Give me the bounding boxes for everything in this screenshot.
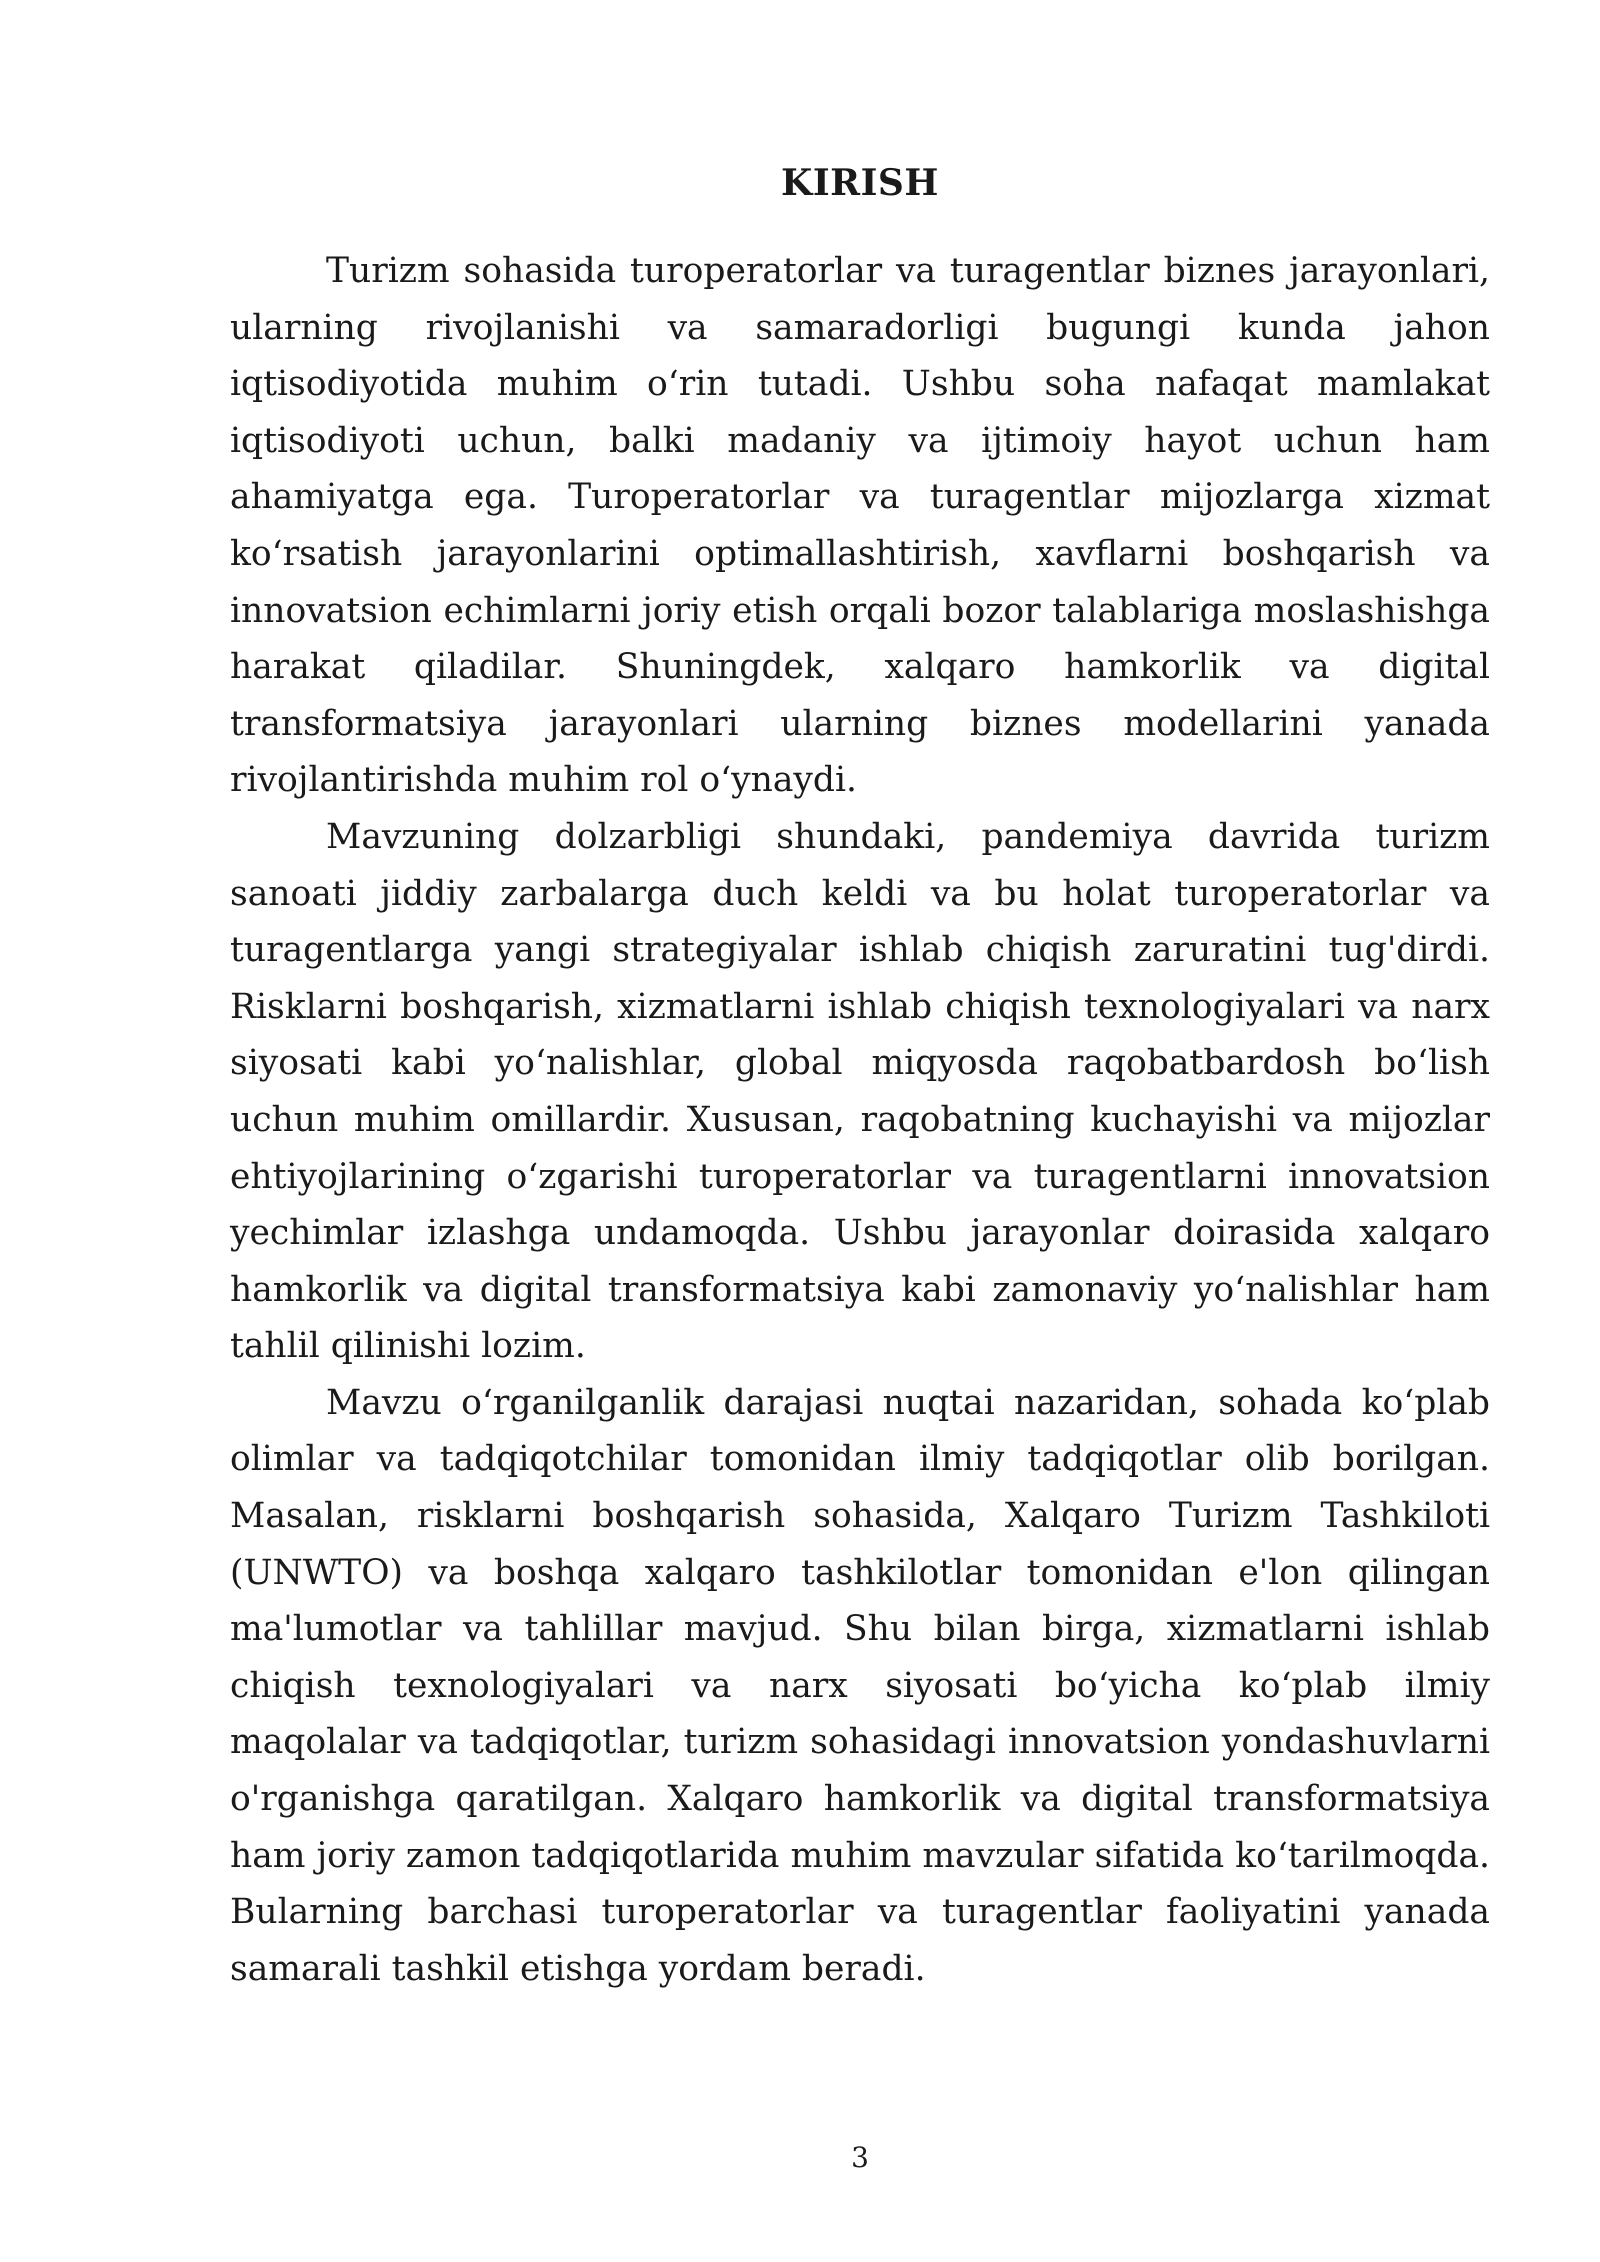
- section-heading: KIRISH: [781, 162, 939, 204]
- body-text: [230, 243, 1490, 1997]
- paragraph-intro: Turizm sohasida turoperatorlar va turagentlar biznes jarayonlari, ularning rivojlanishi va samaradorligi bugungi kunda jahon iqtisodiyotida muhim o‘rin tutadi. Ushbu soha nafaqat mamlakat iqtisodiyoti uchun, balki madaniy va ijtimoiy hayot uchun ham ahamiyatga ega. Turoperatorlar va turagentlar mijozlarga xizmat ko‘rsatish jarayonlarini optimallashtirish, xavflarni boshqarish va innovatsion echimlarni joriy etish orqali bozor talablariga moslashishga harakat qiladilar. Shuningdek, xalqaro hamkorlik va digital transformatsiya jarayonlari ularning biznes modellarini yanada rivojlantirishda muhim rol o‘ynaydi.: [230, 251, 1490, 801]
- page-number: 3: [851, 2141, 869, 2174]
- paragraph-relevance: Mavzuning dolzarbligi shundaki, pandemiya davrida turizm sanoati jiddiy zarbalarga duch keldi va bu holat turoperatorlar va turagentlarga yangi strategiyalar ishlab chiqish zaruratini tug'dirdi. Risklarni boshqarish, xizmatlarni ishlab chiqish texnologiyalari va narx siyosati kabi yo‘nalishlar, global miqyosda raqobatbardosh bo‘lish uchun muhim omillardir. Xususan, raqobatning kuchayishi va mijozlar ehtiyojlarining o‘zgarishi turoperatorlar va turagentlarni innovatsion yechimlar izlashga undamoqda. Ushbu jarayonlar doirasida xalqaro hamkorlik va digital transformatsiya kabi zamonaviy yo‘nalishlar ham tahlil qilinishi lozim.: [230, 816, 1490, 1367]
- paragraph-study-level: Mavzu o‘rganilganlik darajasi nuqtai nazaridan, sohada ko‘plab olimlar va tadqiqotchilar tomonidan ilmiy tadqiqotlar olib borilgan. Masalan, risklarni boshqarish sohasida, Xalqaro Turizm Tashkiloti (UNWTO) va boshqa xalqaro tashkilotlar tomonidan e'lon qilingan ma'lumotlar va tahlillar mavjud. Shu bilan birga, xizmatlarni ishlab chiqish texnologiyalari va narx siyosati bo‘yicha ko‘plab ilmiy maqolalar va tadqiqotlar, turizm sohasidagi innovatsion yondashuvlarni o'rganishga qaratilgan. Xalqaro hamkorlik va digital transformatsiya ham joriy zamon tadqiqotlarida muhim mavzular sifatida ko‘tarilmoqda. Bularning barchasi turoperatorlar va turagentlar faoliyatini yanada samarali tashkil etishga yordam beradi.: [230, 1382, 1490, 1989]
